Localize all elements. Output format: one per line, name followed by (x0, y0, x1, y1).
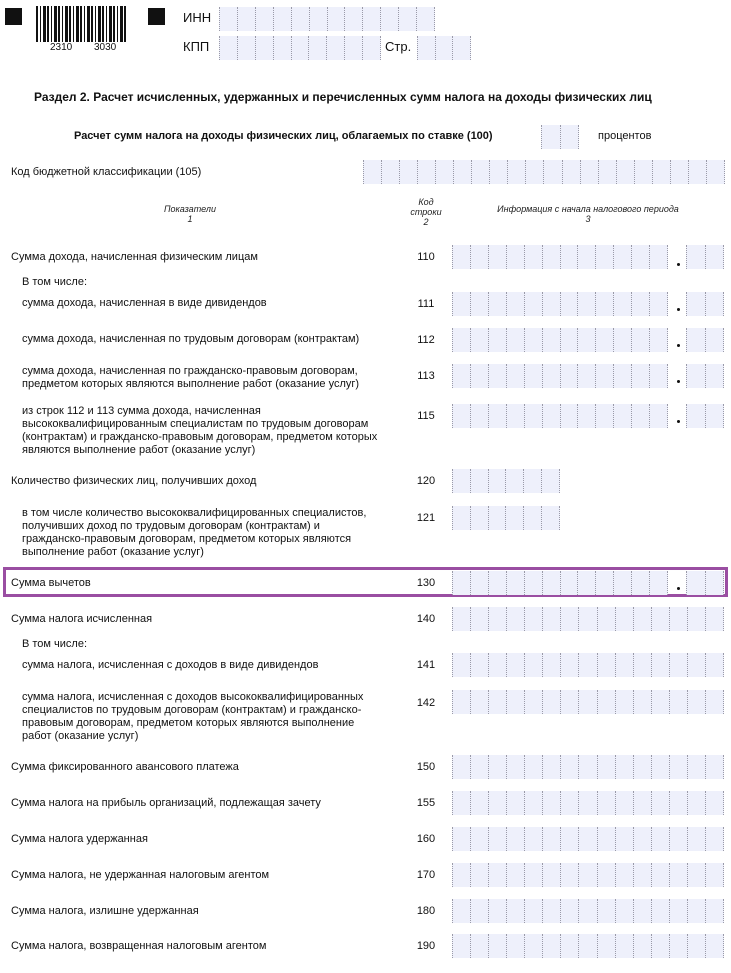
section-title: Раздел 2. Расчет исчисленных, удержанных и перечисленных сумм налога на доходы физических лиц (34, 90, 652, 104)
row-121-field[interactable] (452, 506, 560, 530)
row-150-field[interactable] (452, 755, 724, 779)
decimal-point (677, 420, 680, 423)
decimal-point (677, 587, 680, 590)
including-label-1: В том числе: (22, 276, 88, 288)
inn-field[interactable] (219, 7, 435, 31)
corner-marker-right (148, 8, 165, 25)
row-155-code: 155 (416, 797, 436, 809)
row-115-label: из строк 112 и 113 сумма дохода, начисленная высококвалифицированным специалистам по трудовым договорам (контрактам) и гражданско-правовым договорам, предметом которых являются выполнение работ (оказание услуг) (22, 405, 378, 456)
row-141-code: 141 (416, 659, 436, 671)
row-140-label: Сумма налога исчисленная (11, 613, 153, 625)
row-112-label: сумма дохода, начисленная по трудовым договорам (контрактам) (22, 333, 360, 345)
row-160-code: 160 (416, 833, 436, 845)
kbk-field[interactable] (363, 160, 725, 184)
row-160-label: Сумма налога удержанная (11, 833, 148, 845)
row-155-field[interactable] (452, 791, 724, 815)
col-header-1: Показатели 1 (164, 204, 216, 224)
col-header-3: Информация с начала налогового периода 3 (497, 204, 679, 224)
row-130-code: 130 (416, 577, 436, 589)
decimal-point (677, 380, 680, 383)
decimal-point (677, 344, 680, 347)
row-111-code: 111 (417, 298, 435, 310)
rate-field[interactable] (541, 125, 579, 149)
corner-marker-left (5, 8, 22, 25)
row-130-field[interactable] (452, 571, 668, 595)
row-130-kopecks[interactable] (686, 571, 724, 595)
rate-line: Расчет сумм налога на доходы физических лиц, облагаемых по ставке (100) (74, 130, 493, 142)
row-140-code: 140 (416, 613, 436, 625)
kbk-label: Код бюджетной классификации (105) (11, 166, 202, 178)
row-120-code: 120 (416, 475, 436, 487)
col-header-2: Код строки 2 (410, 197, 442, 227)
row-180-label: Сумма налога, излишне удержанная (11, 905, 199, 917)
barcode-number-left: 2310 (50, 42, 73, 53)
row-160-field[interactable] (452, 827, 724, 851)
row-115-kopecks[interactable] (686, 404, 724, 428)
row-150-label: Сумма фиксированного авансового платежа (11, 761, 239, 773)
decimal-point (677, 308, 680, 311)
row-170-code: 170 (416, 869, 436, 881)
row-190-label: Сумма налога, возвращенная налоговым агентом (11, 940, 267, 952)
row-142-field[interactable] (452, 690, 724, 714)
row-190-field[interactable] (452, 934, 724, 958)
row-150-code: 150 (416, 761, 436, 773)
row-110-kopecks[interactable] (686, 245, 724, 269)
row-141-label: сумма налога, исчисленная с доходов в виде дивидендов (22, 659, 319, 671)
row-190-code: 190 (416, 940, 436, 952)
row-120-field[interactable] (452, 469, 560, 493)
row-120-label: Количество физических лиц, получивших доход (11, 475, 257, 487)
row-112-field[interactable] (452, 328, 668, 352)
row-142-code: 142 (416, 697, 436, 709)
row-110-code: 110 (417, 251, 435, 263)
barcode-number-right: 3030 (94, 42, 117, 53)
barcode (36, 6, 128, 53)
rate-suffix: процентов (598, 130, 652, 142)
row-111-label: сумма дохода, начисленная в виде дивидендов (22, 297, 267, 309)
including-label-2: В том числе: (22, 638, 88, 650)
page-field[interactable] (417, 36, 471, 60)
row-180-field[interactable] (452, 899, 724, 923)
row-110-label: Сумма дохода, начисленная физическим лицам (11, 251, 258, 263)
row-113-kopecks[interactable] (686, 364, 724, 388)
row-130-label: Сумма вычетов (11, 577, 91, 589)
row-115-code: 115 (417, 410, 435, 422)
inn-label: ИНН (183, 10, 212, 25)
row-113-code: 113 (417, 370, 435, 382)
row-121-code: 121 (416, 512, 436, 524)
row-111-field[interactable] (452, 292, 668, 316)
row-155-label: Сумма налога на прибыль организаций, подлежащая зачету (11, 797, 321, 809)
row-110-field[interactable] (452, 245, 668, 269)
row-113-label: сумма дохода, начисленная по гражданско-правовым договорам, предметом которых являются выполнение работ (оказание услуг) (22, 365, 360, 390)
row-115-field[interactable] (452, 404, 668, 428)
row-111-kopecks[interactable] (686, 292, 724, 316)
row-141-field[interactable] (452, 653, 724, 677)
row-112-code: 112 (417, 334, 435, 346)
row-180-code: 180 (416, 905, 436, 917)
row-113-field[interactable] (452, 364, 668, 388)
row-121-label: в том числе количество высококвалифицированных специалистов, получивших доход по трудовым договорам (контрактам) и гражданско-правовым договорам, предметом которых являются выполнение работ (оказание услуг) (22, 507, 367, 558)
page-label: Стр. (385, 39, 412, 54)
row-112-kopecks[interactable] (686, 328, 724, 352)
row-142-label: сумма налога, исчисленная с доходов высококвалифицированных специалистов по трудовым договорам (контрактам) и гражданско- правовым договорам, предметом которых являются выполнение работ (оказание услуг) (22, 691, 364, 742)
barcode-bars (36, 6, 128, 42)
kpp-label: КПП (183, 39, 210, 54)
row-170-label: Сумма налога, не удержанная налоговым агентом (11, 869, 270, 881)
kpp-field[interactable] (219, 36, 381, 60)
decimal-point (677, 263, 680, 266)
row-140-field[interactable] (452, 607, 724, 631)
row-170-field[interactable] (452, 863, 724, 887)
